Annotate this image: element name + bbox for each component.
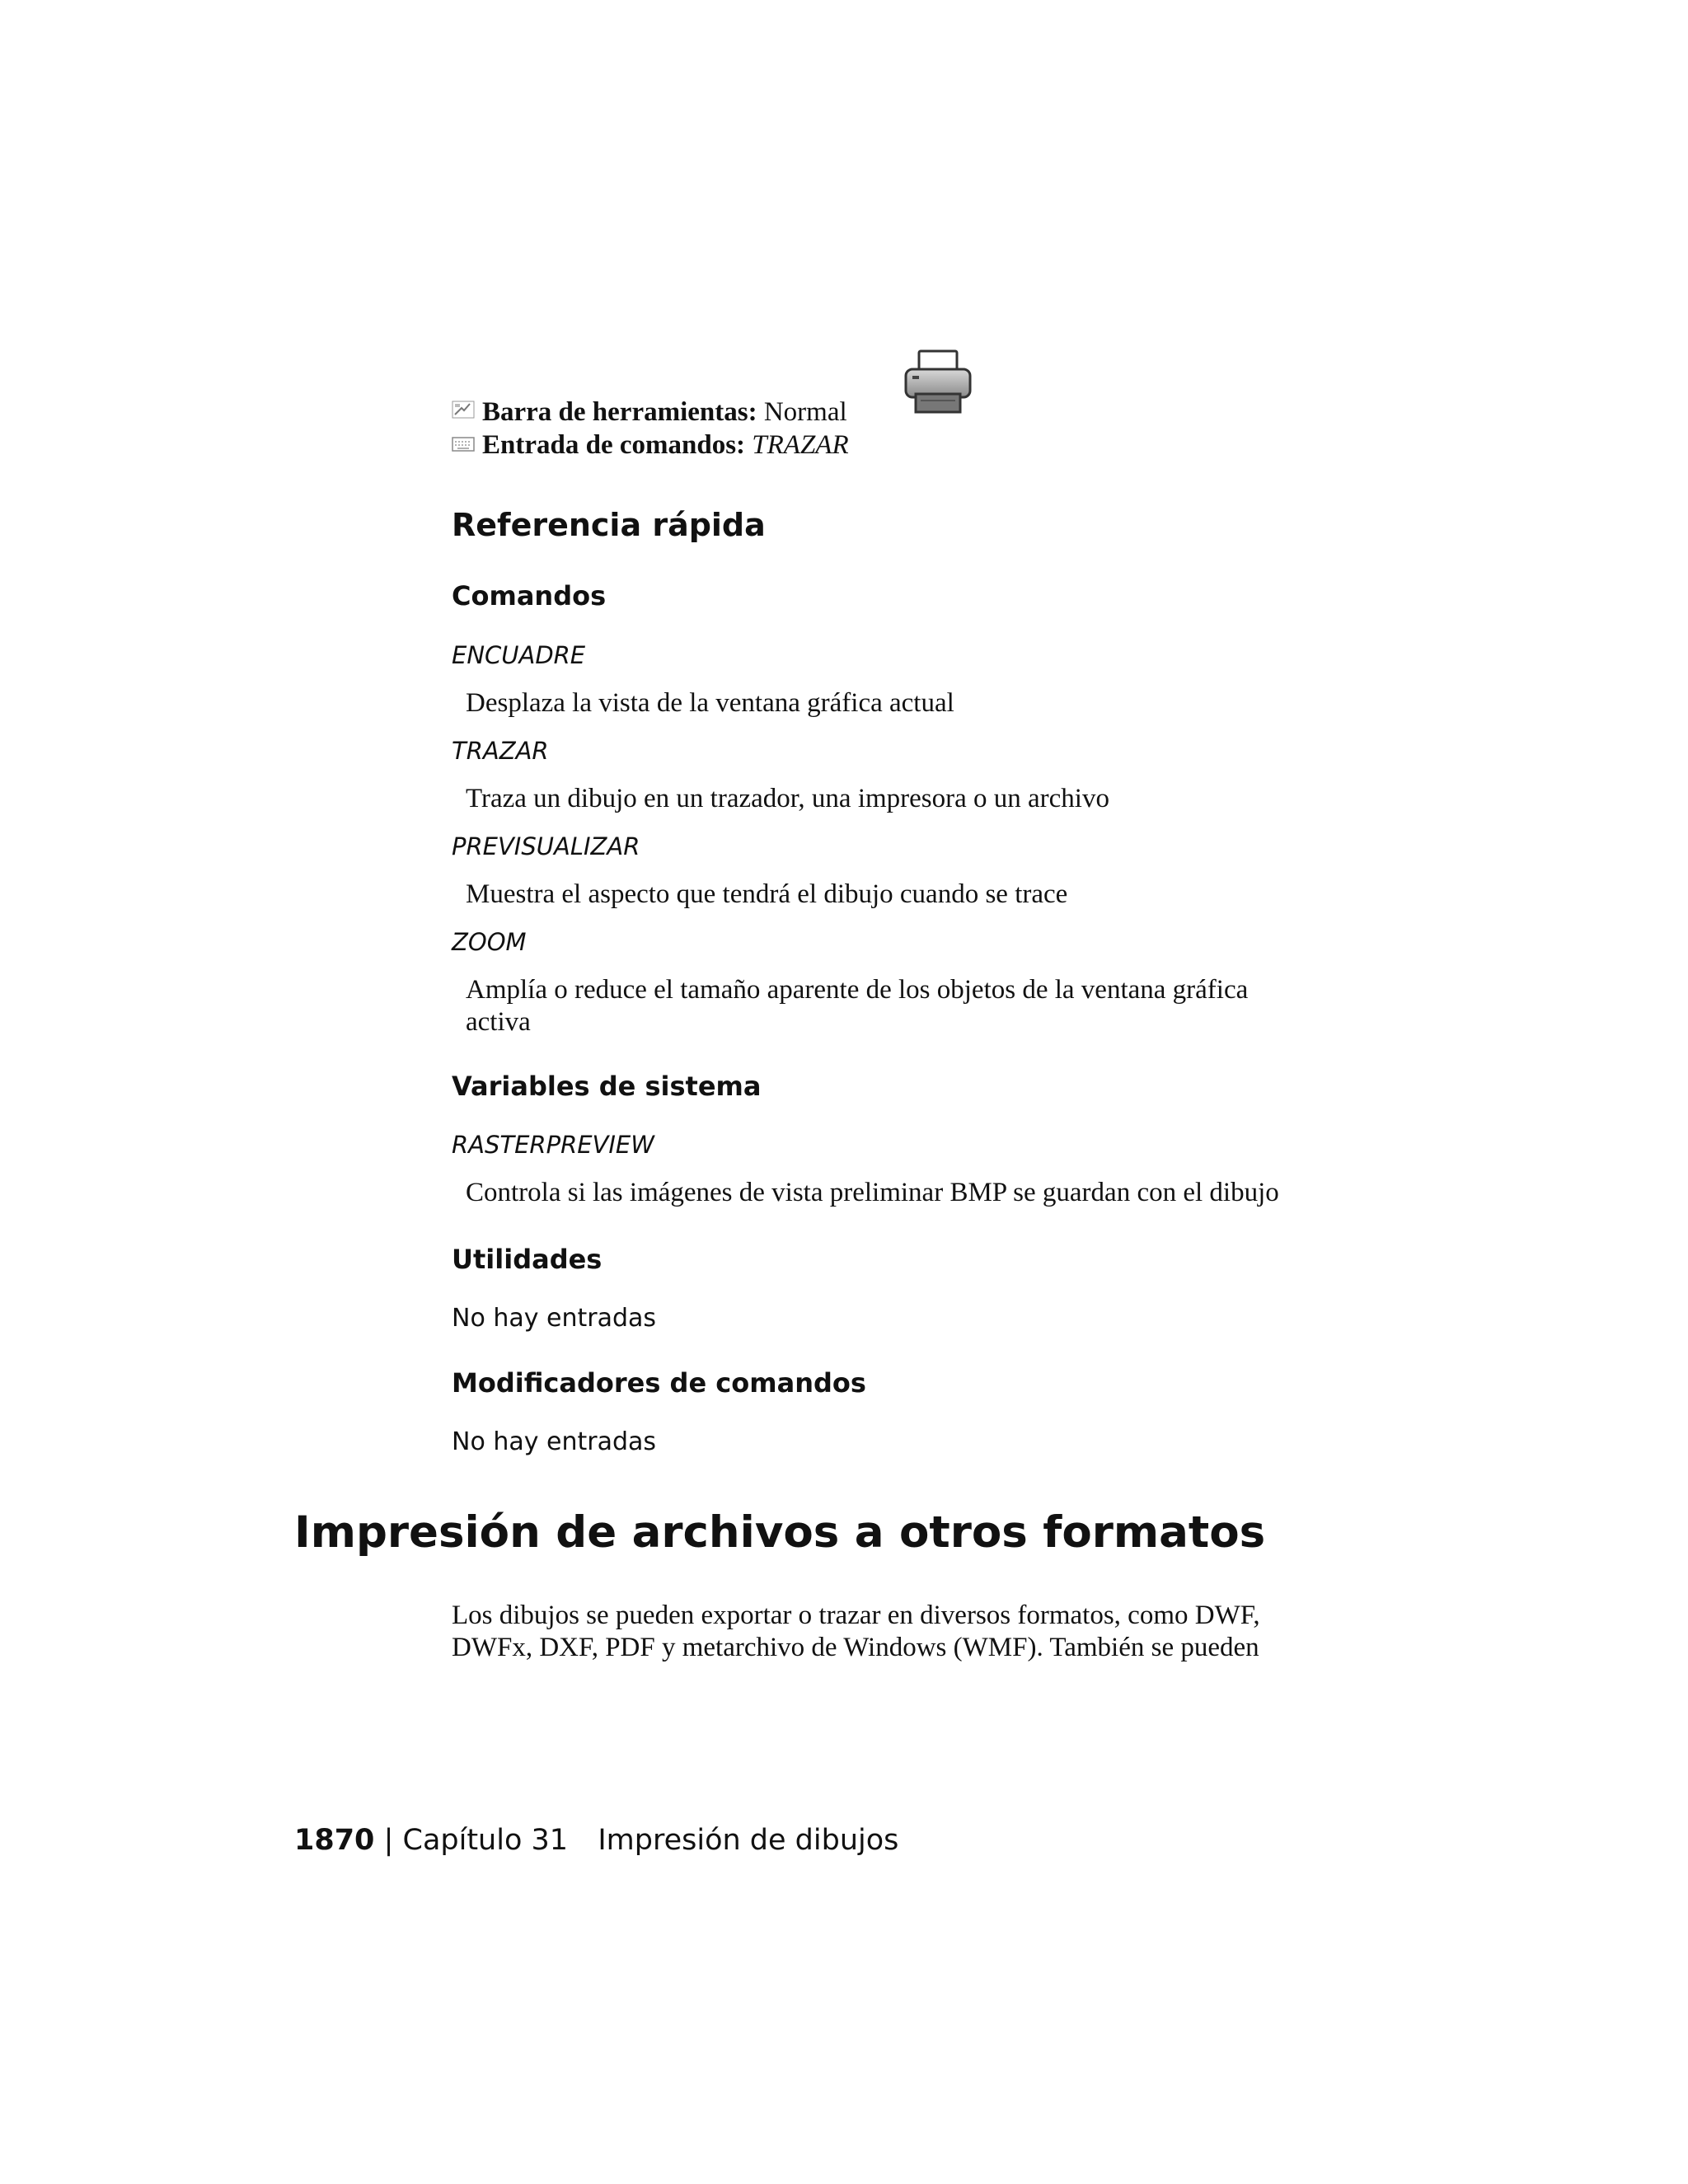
page-number: 1870 <box>294 1824 375 1857</box>
command-access-value: TRAZAR <box>752 430 849 460</box>
command-description-continued: activa <box>466 1007 531 1037</box>
command-description: Muestra el aspecto que tendrá el dibujo cuando se trace <box>466 879 1068 909</box>
system-variable-description: Controla si las imágenes de vista preliminar BMP se guardan con el dibujo <box>466 1178 1279 1207</box>
keyboard-icon <box>452 435 475 453</box>
printer-icon <box>901 348 975 419</box>
command-name: ENCUADRE <box>452 641 586 669</box>
system-variable-name: RASTERPREVIEW <box>452 1131 654 1159</box>
command-access-label: Entrada de comandos: <box>482 430 746 460</box>
command-name: PREVISUALIZAR <box>452 832 640 860</box>
command-name: ZOOM <box>452 928 527 956</box>
toolbar-icon <box>452 401 475 419</box>
command-description: Desplaza la vista de la ventana gráfica actual <box>466 688 954 718</box>
section-body-line: Los dibujos se pueden exportar o trazar en diversos formatos, como DWF, <box>452 1601 1260 1630</box>
section-body-line: DWFx, DXF, PDF y metarchivo de Windows (WMF). También se pueden <box>452 1633 1259 1662</box>
section-title: Impresión de archivos a otros formatos <box>294 1507 1266 1558</box>
footer-separator: | <box>383 1824 394 1857</box>
chapter-label: Capítulo 31 <box>402 1824 569 1857</box>
command-description: Traza un dibujo en un trazador, una impresora o un archivo <box>466 784 1109 813</box>
command-description: Amplía o reduce el tamaño aparente de los objetos de la ventana gráfica <box>466 975 1249 1005</box>
command-access-line <box>482 429 849 462</box>
utilities-heading: Utilidades <box>452 1244 603 1275</box>
chapter-title: Impresión de dibujos <box>598 1824 899 1857</box>
command-modifiers-text: No hay entradas <box>452 1427 657 1456</box>
toolbar-access-value: Normal <box>763 397 847 427</box>
command-name: TRAZAR <box>452 737 549 765</box>
toolbar-access-label: Barra de herramientas: <box>482 397 757 427</box>
system-variables-heading: Variables de sistema <box>452 1071 762 1102</box>
utilities-text: No hay entradas <box>452 1304 657 1333</box>
commands-heading: Comandos <box>452 580 607 612</box>
command-modifiers-heading: Modificadores de comandos <box>452 1367 866 1399</box>
toolbar-access-line <box>482 396 847 429</box>
quick-reference-title: Referencia rápida <box>452 507 766 543</box>
page-footer <box>294 1824 898 1857</box>
